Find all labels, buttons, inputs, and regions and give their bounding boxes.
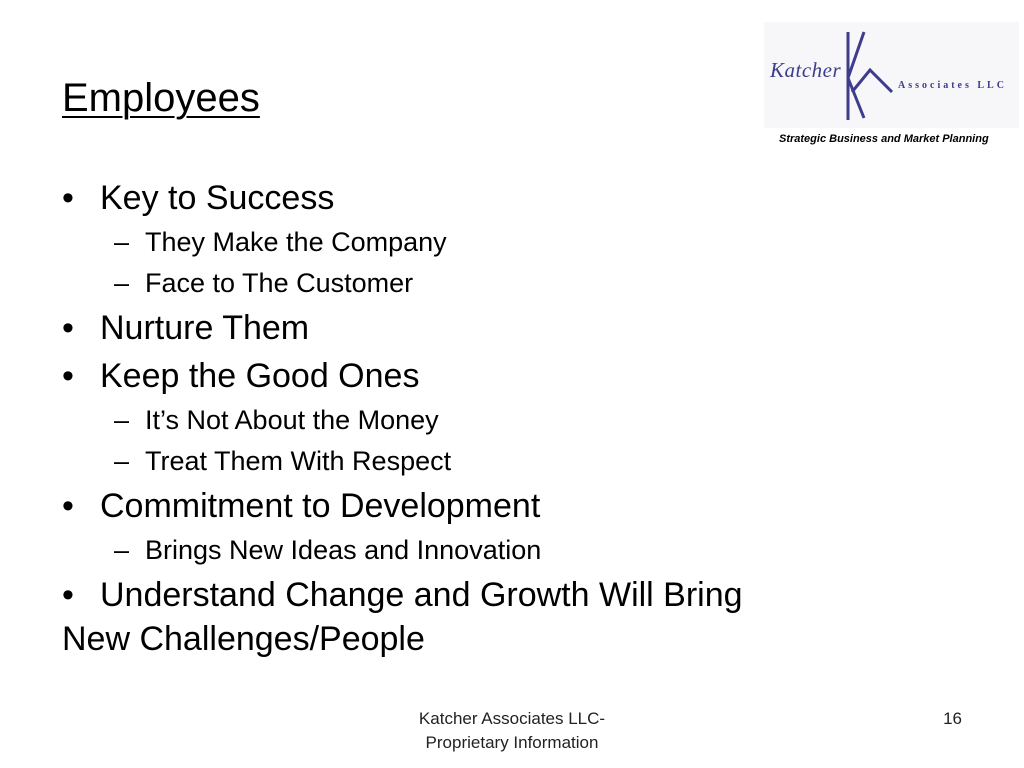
bullet-item <box>62 308 962 348</box>
footer-line: Katcher Associates LLC- <box>418 709 606 728</box>
dash-marker: – <box>114 405 130 435</box>
footer-notice <box>362 707 662 755</box>
k-chevron-logo-icon <box>834 26 904 124</box>
sub-bullet-item <box>62 267 962 300</box>
footer-line: Proprietary Information <box>425 733 599 752</box>
logo-subword: Associates LLC <box>898 80 1007 91</box>
dash-marker: – <box>114 446 130 476</box>
sub-bullet-text: Treat Them With Respect <box>145 446 452 476</box>
bullet-text: Commitment to Development <box>100 487 541 525</box>
sub-bullet-text: It’s Not About the Money <box>145 405 439 435</box>
logo-wordmark: Katcher <box>770 58 842 82</box>
slide-title: Employees <box>62 76 260 120</box>
sub-bullet-item <box>62 226 962 259</box>
tagline: Strategic Business and Market Planning <box>779 133 989 145</box>
bullet-marker: • <box>62 179 74 217</box>
bullet-text: Understand Change and Growth Will Bring <box>100 576 743 614</box>
sub-bullet-item <box>62 404 962 437</box>
dash-marker: – <box>114 227 130 257</box>
bullet-text: Keep the Good Ones <box>100 357 420 395</box>
bullet-marker: • <box>62 309 74 347</box>
sub-bullet-text: Face to The Customer <box>145 268 414 298</box>
company-logo <box>764 22 1019 132</box>
bullet-text: Key to Success <box>100 179 335 217</box>
bullet-item <box>62 575 962 615</box>
bullet-marker: • <box>62 576 74 614</box>
sub-bullet-item <box>62 445 962 478</box>
sub-bullet-text: Brings New Ideas and Innovation <box>145 535 542 565</box>
bullet-marker: • <box>62 357 74 395</box>
dash-marker: – <box>114 535 130 565</box>
sub-bullet-text: They Make the Company <box>145 227 447 257</box>
bullet-marker: • <box>62 487 74 525</box>
page-number: 16 <box>943 709 962 728</box>
bullet-item <box>62 486 962 526</box>
bullet-item <box>62 356 962 396</box>
bullet-list <box>62 178 962 659</box>
dash-marker: – <box>114 268 130 298</box>
bullet-text: Nurture Them <box>100 309 310 347</box>
bullet-continuation: New Challenges/People <box>62 620 425 658</box>
bullet-item <box>62 178 962 218</box>
sub-bullet-item <box>62 534 962 567</box>
